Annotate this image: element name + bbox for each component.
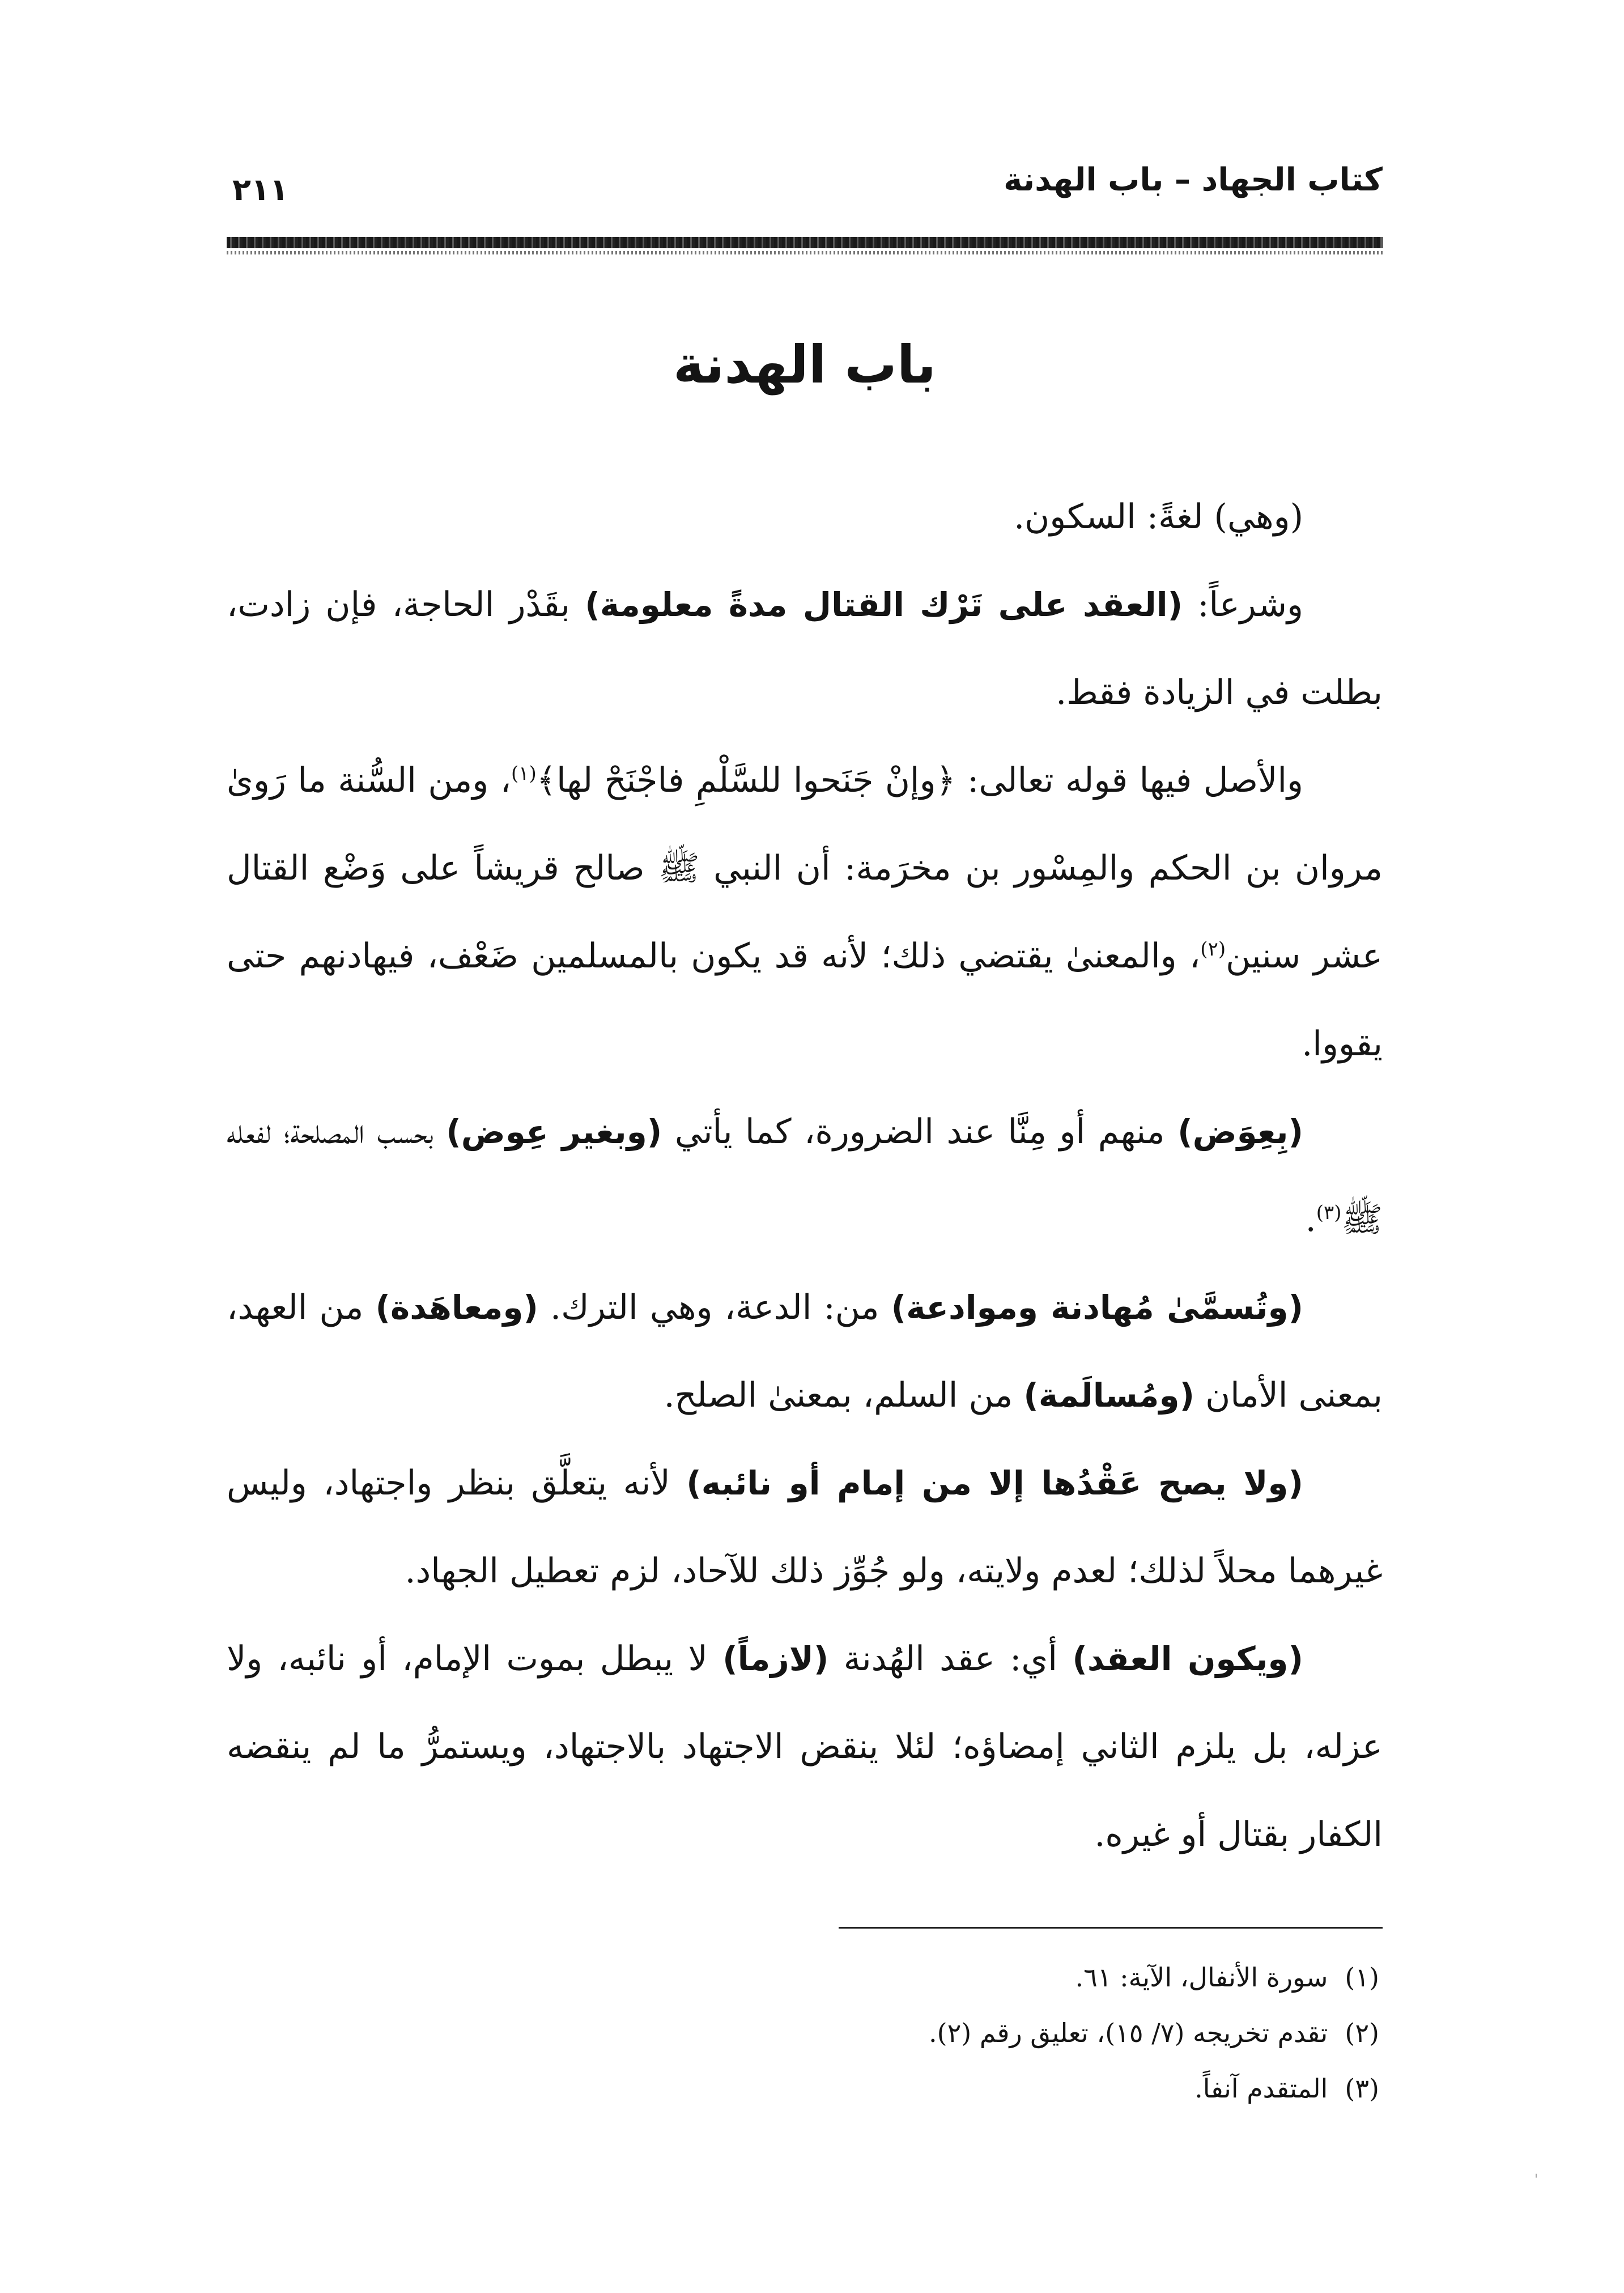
commentary-text: وشرعاً: [1183, 585, 1303, 625]
body-paragraph [227, 1440, 1383, 1615]
footnote-reference: (٣) [1316, 1201, 1342, 1224]
footnote-text: تقدم تخريجه (٧/ ١٥)، تعليق رقم (٢). [928, 2018, 1328, 2048]
commentary-text: بحسب المصلحة؛ لفعله ﷺ [227, 1112, 1383, 1239]
commentary-text: منهم أو مِنَّا عند الضرورة، كما يأتي [662, 1112, 1178, 1152]
body-paragraph [227, 473, 1383, 561]
matn-text: (ومُسالَمة) [1023, 1376, 1195, 1415]
header-rule-thin [227, 251, 1383, 254]
commentary-text: من: الدعة، وهي الترك. [538, 1288, 891, 1327]
commentary-text: (وهي) لغةً: السكون. [1014, 497, 1303, 537]
commentary-text: ، ومن السُّنة ما رَوىٰ مروان بن الحكم والمِسْور بن مخرَمة: أن النبي ﷺ صالح قريشاً على وَضْع القتال عشر سنين [227, 761, 1383, 976]
footnote-number: (١) [1345, 1962, 1379, 1993]
chapter-title: باب الهدنة [673, 334, 936, 395]
body-paragraph [227, 737, 1383, 1088]
footnote-number: (٣) [1345, 2073, 1379, 2104]
commentary-text: ، والمعنىٰ يقتضي ذلك؛ لأنه قد يكون بالمسلمين ضَعْف، فيهادنهم حتى يقووا. [227, 936, 1383, 1064]
body-paragraph [227, 1264, 1383, 1440]
footnote [227, 2061, 1383, 2116]
body-paragraph [227, 1088, 1383, 1264]
commentary-text: لا يبطل بموت الإمام، أو نائبه، ولا عزله، بل يلزم الثاني إمضاؤه؛ لئلا ينقض الاجتهاد بالاجتهاد، ويستمرُّ ما لم ينقضه الكفار بقتال أو غيره. [227, 1639, 1383, 1854]
matn-text: (ويكون العقد) [1072, 1640, 1303, 1678]
footnote-rule [839, 1927, 1383, 1929]
matn-text: (ومعاهَدة) [375, 1288, 538, 1327]
matn-text: (لازماً) [722, 1640, 829, 1678]
matn-text: (وتُسمَّىٰ مُهادنة وموادعة) [891, 1288, 1304, 1327]
matn-text: (ولا يصح عَقْدُها إلا من إمام أو نائبه) [686, 1464, 1303, 1502]
commentary-text: . [1305, 1200, 1316, 1239]
commentary-text: لأنه يتعلَّق بنظر واجتهاد، وليس غيرهما محلاً لذلك؛ لعدم ولايته، ولو جُوِّز ذلك للآحاد، لزم تعطيل الجهاد. [227, 1463, 1383, 1591]
footnotes [227, 1950, 1383, 2116]
header-rule [227, 237, 1383, 248]
body-text [227, 473, 1383, 1879]
running-header [227, 162, 1383, 224]
commentary-text: من العهد، بمعنى الأمان [227, 1288, 1383, 1415]
matn-text: (بِعِوَض) [1177, 1112, 1303, 1151]
body-paragraph [227, 561, 1383, 737]
page-number: ٢١١ [232, 172, 288, 207]
running-header-title: كتاب الجهاد – باب الهدنة [1004, 162, 1383, 198]
body-paragraph [227, 1615, 1383, 1879]
matn-text: (العقد على تَرْك القتال مدةً معلومة) [585, 585, 1183, 624]
footnote [227, 2005, 1383, 2061]
commentary-text: من السلم، بمعنىٰ الصلح. [664, 1375, 1024, 1415]
commentary-text: بقَدْر الحاجة، فإن زادت، بطلت في الزيادة فقط. [227, 585, 1383, 712]
matn-text: (وبغير عِوض) [446, 1112, 662, 1151]
footnote-reference: (٢) [1200, 938, 1226, 961]
footnote [227, 1950, 1383, 2005]
footnote-reference: (١) [511, 762, 537, 785]
commentary-text: أي: عقد الهُدنة [828, 1639, 1073, 1679]
commentary-text: والأصل فيها قوله تعالى: ﴿وإنْ جَنَحوا للسَّلْمِ فاجْنَحْ لها﴾ [536, 761, 1303, 800]
footnote-text: سورة الأنفال، الآية: ٦١. [1075, 1962, 1328, 1993]
footnote-text: المتقدم آنفاً. [1194, 2073, 1328, 2104]
footnote-number: (٢) [1345, 2018, 1379, 2048]
